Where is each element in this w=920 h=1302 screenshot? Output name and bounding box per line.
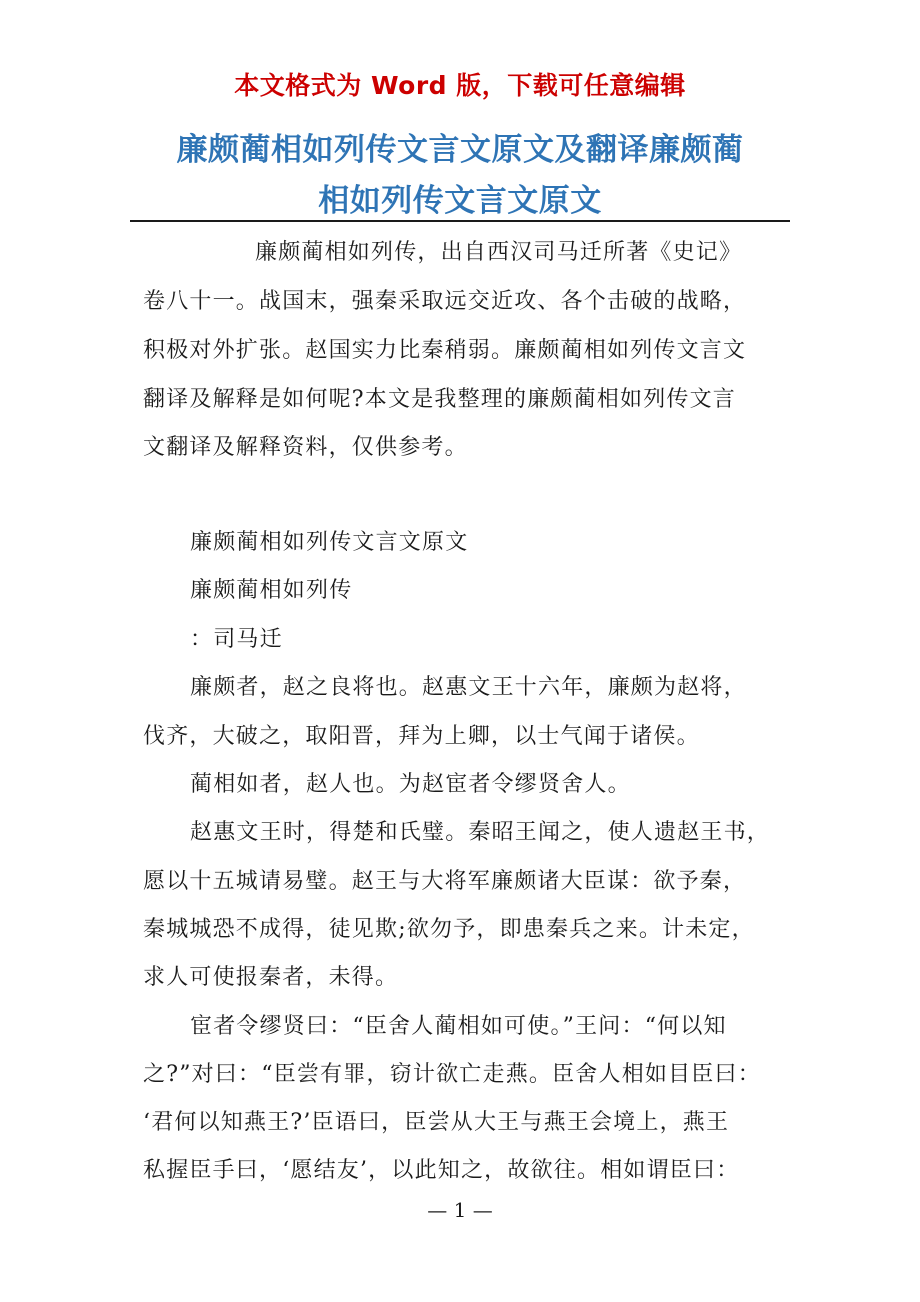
body-line: 秦城城恐不成得，徒见欺;欲勿予，即患秦兵之来。计未定， <box>143 917 755 942</box>
document-title-line-1: 廉颇蔺相如列传文言文原文及翻译廉颇蔺 <box>176 132 744 168</box>
body-line: 翻译及解释是如何呢?本文是我整理的廉颇蔺相如列传文言 <box>143 387 736 412</box>
page-number: — 1 — <box>427 1198 493 1222</box>
body-line: 求人可使报秦者，未得。 <box>143 965 399 990</box>
body-line: 蔺相如者，赵人也。为赵宦者令缪贤舍人。 <box>190 772 631 797</box>
format-notice-banner: 本文格式为 Word 版，下载可任意编辑 <box>234 71 686 100</box>
body-line: 卷八十一。战国末，强秦采取远交近攻、各个击破的战略， <box>143 289 747 314</box>
section-heading: 廉颇蔺相如列传文言文原文 <box>190 530 469 555</box>
work-title: 廉颇蔺相如列传 <box>190 578 353 603</box>
author-line: ：司马迁 <box>190 627 283 652</box>
body-line: 廉颇者，赵之良将也。赵惠文王十六年，廉颇为赵将， <box>190 675 747 700</box>
body-line: 私握臣手曰，‘愿结友’，以此知之，故欲往。相如谓臣曰： <box>143 1158 740 1183</box>
body-line: 之?”对曰：“臣尝有罪，窃计欲亡走燕。臣舍人相如目臣曰： <box>143 1062 761 1087</box>
title-divider <box>130 220 790 222</box>
body-line: 赵惠文王时，得楚和氏璧。秦昭王闻之，使人遗赵王书， <box>190 820 771 845</box>
body-line: 伐齐，大破之，取阳晋，拜为上卿，以士气闻于诸侯。 <box>143 724 700 749</box>
body-line: 积极对外扩张。赵国实力比秦稍弱。廉颇蔺相如列传文言文 <box>143 338 747 363</box>
body-line: ‘君何以知燕王?’臣语曰，臣尝从大王与燕王会境上，燕王 <box>143 1110 730 1135</box>
document-title-line-2: 相如列传文言文原文 <box>318 183 602 219</box>
body-line: 愿以十五城请易璧。赵王与大将军廉颇诸大臣谋：欲予秦， <box>143 869 747 894</box>
body-line: 廉颇蔺相如列传，出自西汉司马迁所著《史记》 <box>255 240 743 265</box>
body-line: 文翻译及解释资料，仅供参考。 <box>143 435 468 460</box>
body-line: 宦者令缪贤曰：“臣舍人蔺相如可使。”王问：“何以知 <box>190 1014 727 1039</box>
